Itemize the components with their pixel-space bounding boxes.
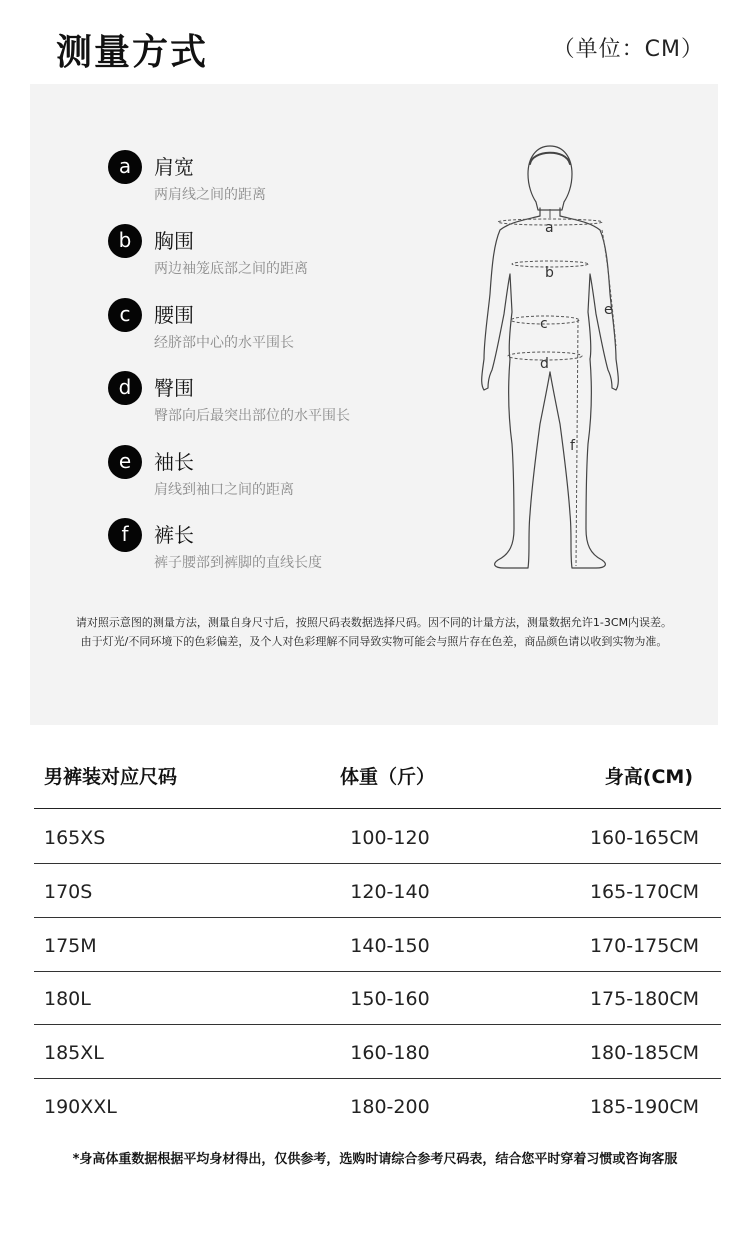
unit-label: （单位：CM） bbox=[552, 37, 704, 62]
table-cell-weight: 150-160 bbox=[350, 988, 430, 1010]
measurement-name: 胸围 bbox=[154, 229, 194, 253]
table-cell-height: 175-180CM bbox=[589, 988, 699, 1010]
size-footnote: *身高体重数据根据平均身材得出，仅供参考，选购时请综合参考尺码表，结合您平时穿着习惯或咨询客服 bbox=[72, 1152, 678, 1167]
figure-left-side bbox=[482, 216, 540, 390]
table-cell-size: 175M bbox=[44, 935, 97, 957]
table-header-height: 身高(CM) bbox=[604, 766, 693, 788]
table-row bbox=[34, 918, 721, 972]
measurement-note-1: 请对照示意图的测量方法，测量自身尺寸后，按照尺码表数据选择尺码。因不同的计量方法，测量数据允许1-3CM内误差。 bbox=[75, 616, 673, 629]
measurement-name: 裤长 bbox=[154, 523, 194, 547]
measurement-name: 袖长 bbox=[154, 450, 194, 474]
measurement-description: 肩线到袖口之间的距离 bbox=[154, 482, 294, 498]
figure-left-leg bbox=[495, 359, 550, 568]
table-cell-weight: 180-200 bbox=[350, 1096, 430, 1118]
table-row bbox=[34, 810, 721, 864]
measurement-description: 两肩线之间的距离 bbox=[154, 187, 266, 203]
size-table-header bbox=[34, 746, 721, 809]
figure-label-e: e bbox=[604, 302, 613, 318]
measurement-name: 臀围 bbox=[154, 376, 194, 400]
table-row bbox=[34, 971, 721, 1025]
figure-hair bbox=[530, 153, 570, 164]
table-row bbox=[34, 1079, 721, 1132]
table-row bbox=[34, 1025, 721, 1079]
measurement-name: 肩宽 bbox=[154, 155, 194, 179]
measurement-badge: b bbox=[108, 224, 142, 258]
figure-label-c: c bbox=[540, 316, 548, 332]
table-cell-size: 190XXL bbox=[44, 1096, 117, 1118]
figure-head bbox=[528, 146, 572, 210]
measurement-badge: a bbox=[108, 150, 142, 184]
measurement-note-2: 由于灯光/不同环境下的色彩偏差，及个人对色彩理解不同导致实物可能会与照片存在色差，商品颜色请以收到实物为准。 bbox=[80, 635, 668, 648]
figure-label-f: f bbox=[570, 438, 575, 454]
table-cell-height: 160-165CM bbox=[589, 827, 699, 849]
measurement-badge: f bbox=[108, 518, 142, 552]
measurement-name: 腰围 bbox=[154, 303, 194, 327]
measurement-description: 裤子腰部到裤脚的直线长度 bbox=[154, 555, 322, 571]
table-cell-size: 165XS bbox=[44, 827, 106, 849]
pant-length-guide bbox=[576, 320, 578, 566]
table-cell-weight: 160-180 bbox=[350, 1042, 430, 1064]
table-row bbox=[34, 864, 721, 918]
measurement-badge: c bbox=[108, 298, 142, 332]
measurement-description: 两边袖笼底部之间的距离 bbox=[154, 261, 308, 277]
table-cell-weight: 100-120 bbox=[350, 827, 430, 849]
measurement-description: 经脐部中心的水平围长 bbox=[154, 335, 294, 351]
figure-label-a: a bbox=[545, 220, 554, 236]
measurement-item-chest bbox=[108, 224, 438, 280]
measurement-badge: e bbox=[108, 445, 142, 479]
measurement-item-pant-length bbox=[108, 518, 438, 574]
page-header bbox=[0, 0, 750, 84]
table-cell-weight: 140-150 bbox=[350, 935, 430, 957]
table-cell-size: 185XL bbox=[44, 1042, 104, 1064]
figure-label-b: b bbox=[545, 265, 554, 281]
table-header-size: 男裤装对应尺码 bbox=[44, 766, 178, 788]
measurement-guide-panel bbox=[30, 84, 718, 725]
measurement-item-sleeve bbox=[108, 445, 438, 501]
measurement-item-hip bbox=[108, 371, 438, 427]
table-cell-size: 180L bbox=[44, 988, 91, 1010]
table-cell-height: 180-185CM bbox=[589, 1042, 699, 1064]
measurement-item-shoulder bbox=[108, 150, 438, 206]
measurement-badge: d bbox=[108, 371, 142, 405]
measurement-item-waist bbox=[108, 298, 438, 354]
measurement-description: 臀部向后最突出部位的水平围长 bbox=[154, 408, 350, 424]
body-measurement-figure bbox=[470, 134, 670, 584]
table-cell-height: 185-190CM bbox=[589, 1096, 699, 1118]
table-cell-weight: 120-140 bbox=[350, 881, 430, 903]
table-cell-height: 165-170CM bbox=[589, 881, 699, 903]
page-title: 测量方式 bbox=[56, 32, 209, 73]
table-header-weight: 体重（斤） bbox=[340, 766, 436, 788]
table-cell-height: 170-175CM bbox=[589, 935, 699, 957]
figure-label-d: d bbox=[540, 356, 549, 372]
table-cell-size: 170S bbox=[44, 881, 93, 903]
